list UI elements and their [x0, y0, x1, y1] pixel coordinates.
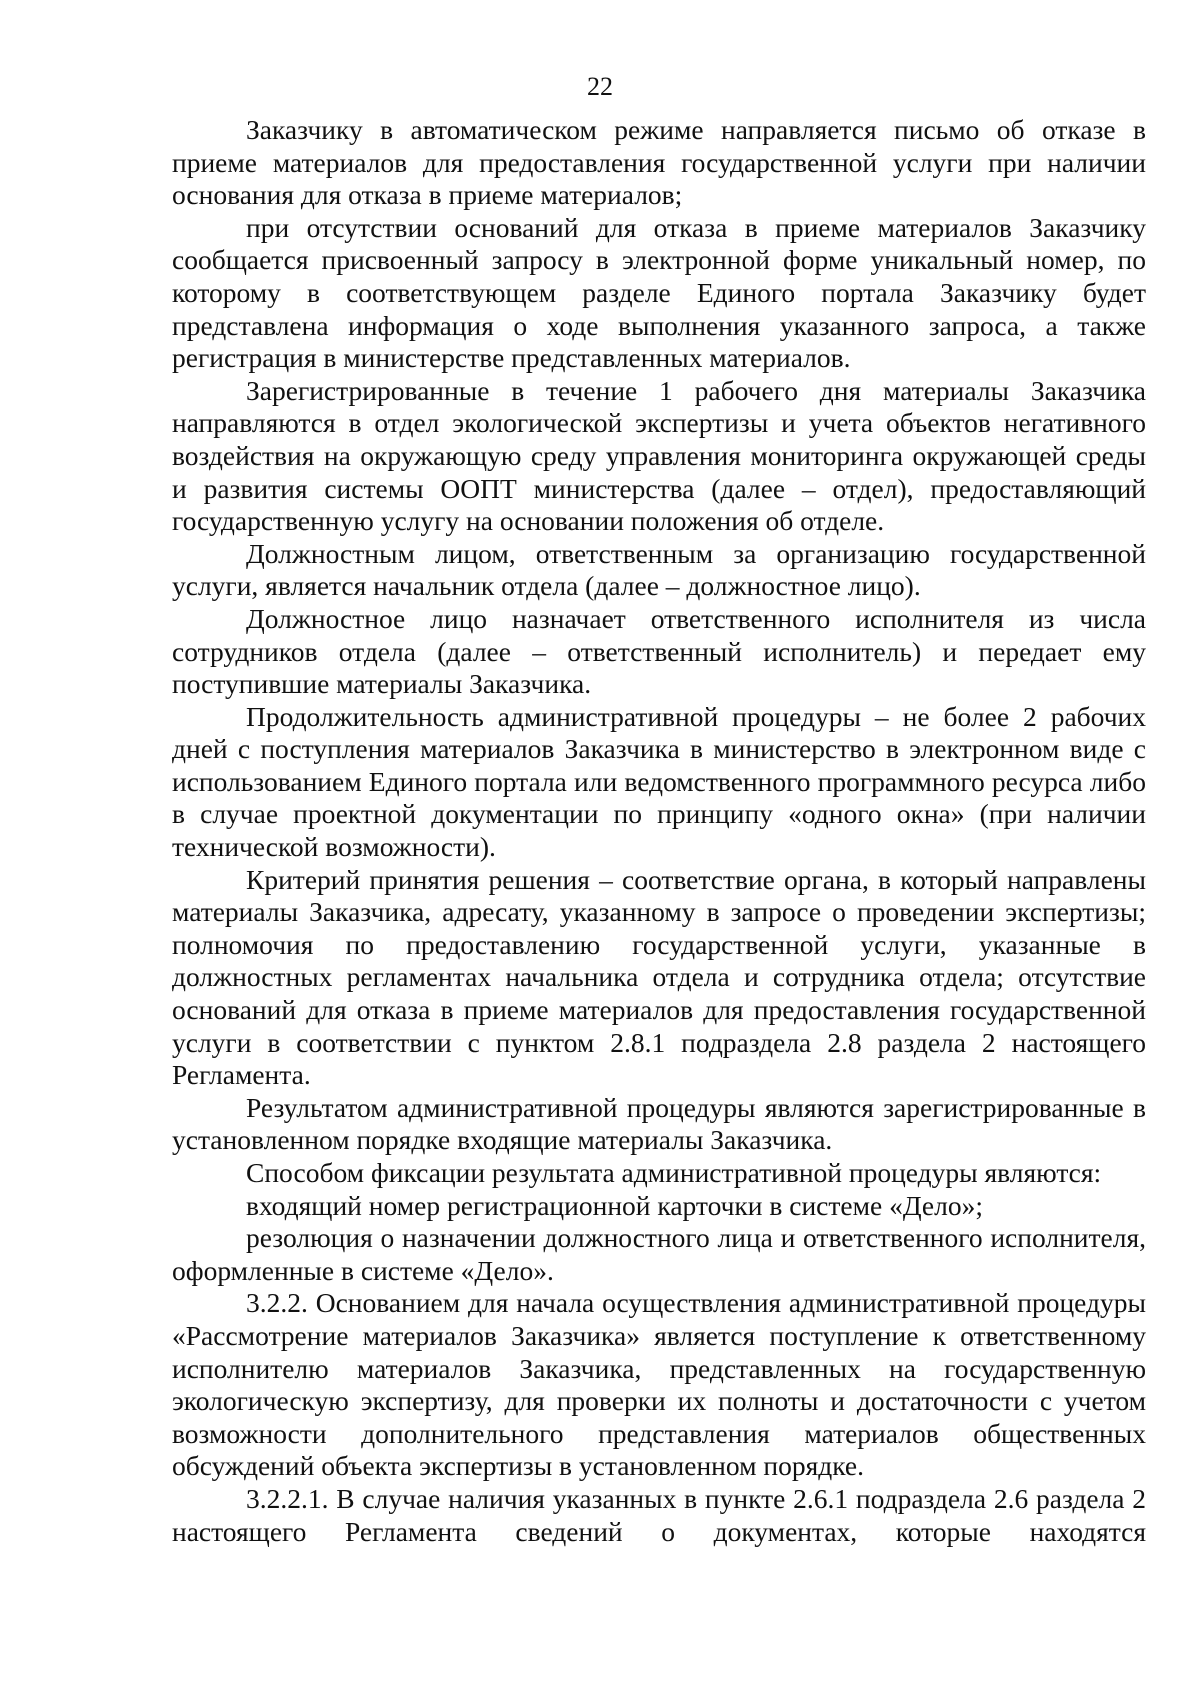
paragraph-section-3-2-2-1: 3.2.2.1. В случае наличия указанных в пункте 2.6.1 подраздела 2.6 раздела 2 настоящего Регламента сведений о документах, которые находятся: [172, 1482, 1146, 1547]
paragraph-section-3-2-2: 3.2.2. Основанием для начала осуществления административной процедуры «Рассмотрение материалов Заказчика» является поступление к ответственному исполнителю материалов Заказчика, представленных на государственную экологическую экспертизу, для проверки их полноты и достаточности с учетом возможности дополнительного представления материалов общественных обсуждений объекта экспертизы в установленном порядке.: [172, 1287, 1146, 1482]
paragraph-incoming-number: входящий номер регистрационной карточки в системе «Дело»;: [246, 1189, 983, 1221]
page-number: 22: [587, 72, 613, 101]
paragraph-responsible-official: Должностным лицом, ответственным за организацию государственной услуги, является начальник отдела (далее – должностное лицо).: [172, 537, 1146, 602]
paragraph-assign-executor: Должностное лицо назначает ответственного исполнителя из числа сотрудников отдела (далее – ответственный исполнитель) и передает ему поступившие материалы Заказчика.: [172, 602, 1146, 700]
paragraph-fixation-method: Способом фиксации результата административной процедуры являются:: [246, 1157, 1102, 1188]
document-body: [172, 114, 1146, 1548]
paragraph-rejection-letter: Заказчику в автоматическом режиме направляется письмо об отказе в приеме материалов для предоставления государственной услуги при наличии основания для отказа в приеме материалов;: [172, 114, 1146, 211]
paragraph-decision-criterion: Критерий принятия решения – соответствие органа, в который направлены материалы Заказчика, адресату, указанному в запросе о проведении экспертизы; полномочия по предоставлению государственной услуги, указанные в должностных регламентах начальника отдела и сотрудника отдела; отсутствие оснований для отказа в приеме материалов для предоставления государственной услуги в соответствии с пунктом 2.8.1 подраздела 2.8 раздела 2 настоящего Регламента.: [172, 863, 1146, 1091]
paragraph-resolution: резолюция о назначении должностного лица и ответственного исполнителя, оформленные в системе «Дело».: [172, 1222, 1146, 1286]
paragraph-unique-number: при отсутствии оснований для отказа в приеме материалов Заказчику сообщается присвоенный запросу в электронной форме уникальный номер, по которому в соответствующем разделе Единого портала Заказчику будет представлена информация о ходе выполнения указанного запроса, а также регистрация в министерстве представленных материалов.: [172, 211, 1146, 374]
paragraph-procedure-result: Результатом административной процедуры являются зарегистрированные в установленном порядке входящие материалы Заказчика.: [172, 1091, 1146, 1156]
paragraph-procedure-duration: Продолжительность административной процедуры – не более 2 рабочих дней с поступления материалов Заказчика в министерство в электронном виде с использованием Единого портала или ведомственного программного ресурса либо в случае проектной документации по принципу «одного окна» (при наличии технической возможности).: [172, 700, 1146, 863]
paragraph-registered-materials: Зарегистрированные в течение 1 рабочего дня материалы Заказчика направляются в отдел экологической экспертизы и учета объектов негативного воздействия на окружающую среду управления мониторинга окружающей среды и развития системы ООПТ министерства (далее – отдел), предоставляющий государственную услугу на основании положения об отделе.: [172, 374, 1146, 537]
